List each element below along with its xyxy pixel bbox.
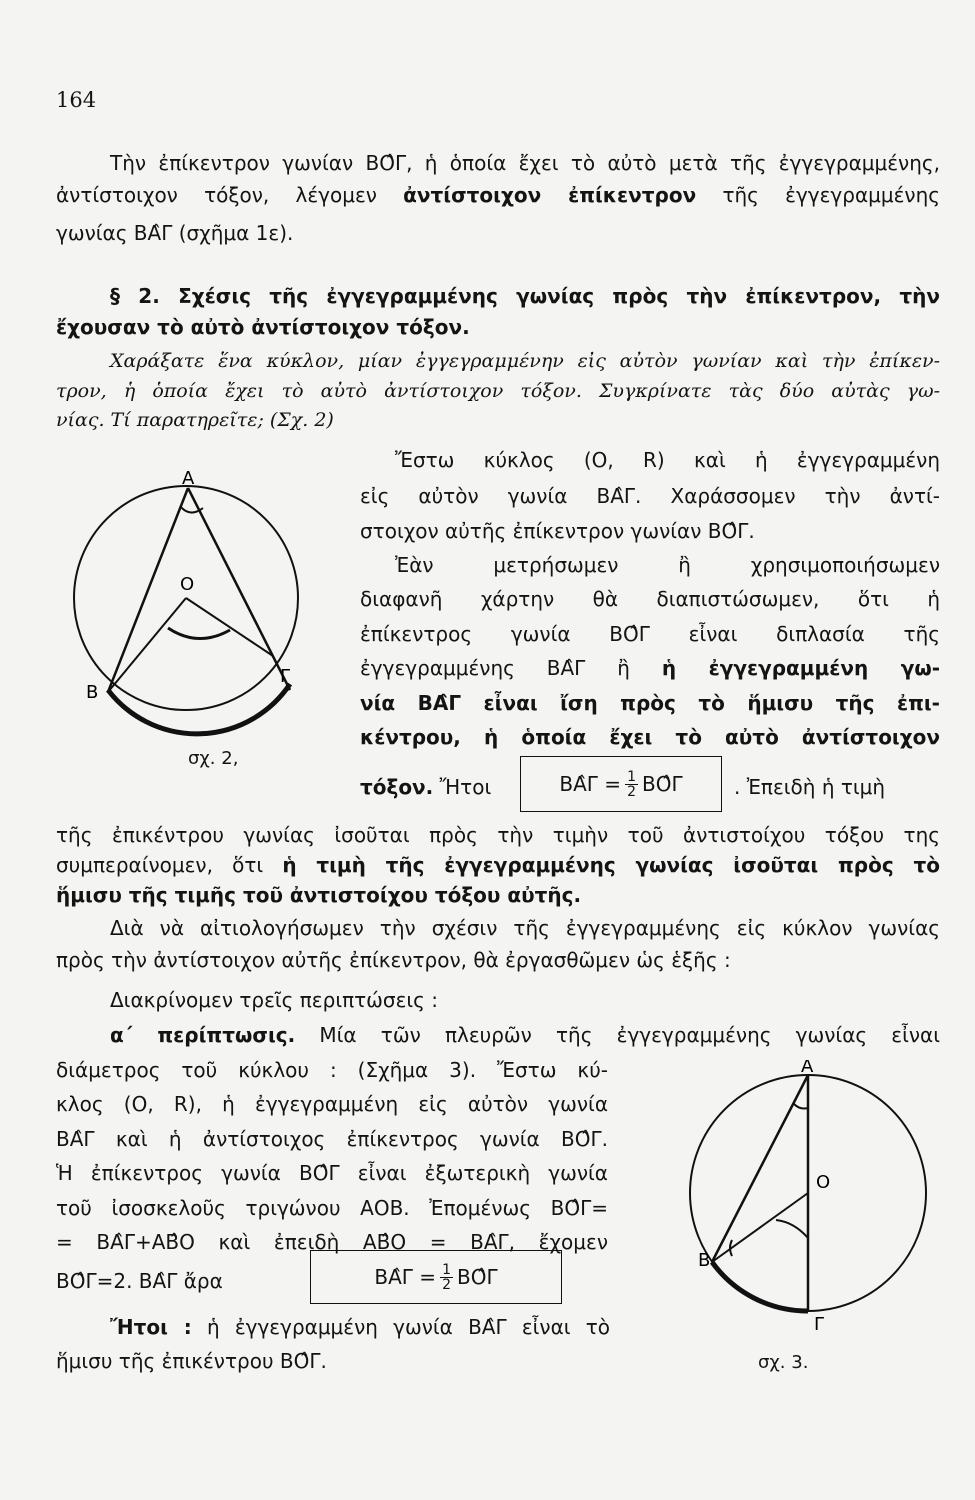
exercise-line3: νίας. Τί παρατηρεῖτε; (Σχ. 2) [56, 409, 334, 431]
p5-line: Διακρίνομεν τρεῖς περιπτώσεις : [110, 988, 438, 1012]
case-a-line5: Ἡ ἐπίκεντρος γωνία ΒΟ̂Γ εἶναι ἐξωτερικὴ γωνία [56, 1161, 608, 1185]
section-heading-line2: ἔχουσαν τὸ αὐτὸ ἀντίστοιχον τόξον. [56, 315, 470, 339]
p2-line8: νία ΒΑ̂Γ εἶναι ἴση πρὸς τὸ ἥμισυ τῆς ἐπι- [360, 691, 940, 715]
fig2-label-a: Α [182, 468, 195, 489]
fig3-label-a: Α [801, 1060, 814, 1077]
fig2-angle-o [168, 628, 230, 639]
fig2-caption: σχ. 2, [188, 748, 239, 769]
conclusion-line2: ἥμισυ τῆς ἐπικέντρου ΒΟ̂Γ. [56, 1349, 327, 1373]
conclusion-line1: Ἤτοι : ἡ ἐγγεγραμμένη γωνία ΒΑ̂Γ εἶναι τὸ [110, 1315, 611, 1339]
fig2-label-b: Β [86, 682, 99, 703]
case-a-line4: ΒΑ̂Γ καὶ ἡ ἀντίστοιχος ἐπίκεντρος γωνία ΒΟ̂Γ. [56, 1127, 608, 1151]
p2-line5: διαφανῆ χάρτην θὰ διαπιστώσωμεν, ὅτι ἡ [360, 587, 940, 611]
case-a-line3: κλος (Ο, R), ἡ ἐγγεγραμμένη εἰς αὐτὸν γωνία [56, 1092, 608, 1116]
fig3-caption: σχ. 3. [758, 1352, 809, 1373]
fig3-radius-ob [712, 1193, 808, 1262]
fig2-radius-og [186, 598, 273, 656]
fig2-label-o: Ο [180, 574, 195, 595]
exercise-line2: τρον, ἡ ὁποία ἔχει τὸ αὐτὸ ἀντίστοιχον τόξον. Συγκρίνατε τὰς δύο αὐτὰς γω- [56, 380, 940, 402]
fig3-label-o: Ο [816, 1172, 831, 1193]
fig3-angle-o [776, 1220, 808, 1238]
p4-line1: Διὰ νὰ αἰτιολογήσωμεν τὴν σχέσιν τῆς ἐγγεγραμμένης εἰς κύκλον γωνίας [110, 916, 940, 940]
p3-line3: ἥμισυ τῆς τιμῆς τοῦ ἀντιστοίχου τόξου αὐτῆς. [56, 883, 582, 907]
p2-line9: κέντρου, ἡ ὁποία ἔχει τὸ αὐτὸ ἀντίστοιχον [360, 725, 940, 749]
fig3-label-b: Β [698, 1250, 711, 1271]
p4-line2: πρὸς τὴν ἀντίστοιχον αὐτῆς ἐπίκεντρον, θὰ ἐργασθῶμεν ὡς ἑξῆς : [56, 948, 731, 972]
fig3-side-ab [712, 1075, 808, 1262]
p2-line7: ἐγγεγραμμένης ΒΑ̂Γ ἢ ἡ ἐγγεγραμμένη γω- [360, 656, 941, 680]
p3-line2: συμπεραίνομεν, ὅτι ἡ τιμὴ τῆς ἐγγεγραμμένης γωνίας ἰσοῦται πρὸς τὸ [56, 853, 940, 877]
formula-box-1: ΒΑ̂Γ = $\frac{1}{2}$ ΒΟ̂Γ [520, 756, 722, 812]
fig3-label-g: Γ [814, 1314, 825, 1335]
fig2-side-ag [188, 488, 290, 690]
case-a-line7: = ΒΑ̂Γ+ΑΒ̂Ο καὶ ἐπειδὴ ΑΒ̂Ο = ΒΑ̂Γ, ἔχομεν [56, 1230, 608, 1254]
figure-2 [68, 460, 308, 760]
p2-line10: τόξον. Ἤτοι [360, 775, 492, 799]
fig2-label-g: Γ [280, 666, 291, 687]
section-heading-line1: § 2. Σχέσις τῆς ἐγγεγραμμένης γωνίας πρὸς τὴν ἐπίκεντρον, τὴν [110, 284, 940, 308]
p2-line4: Ἐὰν μετρήσωμεν ἢ χρησιμοποιήσωμεν [395, 553, 940, 577]
p2-line6: ἐπίκεντρος γωνία ΒΟ̂Γ εἶναι διπλασία τῆς [360, 622, 940, 646]
exercise-line1: Χαράξατε ἕνα κύκλον, μίαν ἐγγεγραμμένην εἰς αὐτὸν γωνίαν καὶ τὴν ἐπίκεν- [110, 350, 940, 372]
p1-line2: ἀντίστοιχον τόξον, λέγομεν ἀντίστοιχον ἐπίκεντρον τῆς ἐγγεγραμμένης [56, 183, 940, 207]
fig2-radius-ob [108, 598, 186, 692]
fig3-angle-a [794, 1104, 808, 1109]
formula-box-2: ΒΑ̂Γ = $\frac{1}{2}$ ΒΟ̂Γ [310, 1250, 562, 1304]
p2-line2: εἰς αὐτὸν γωνία ΒΑ̂Γ. Χαράσσομεν τὴν ἀντί- [360, 484, 940, 508]
p3-line1: τῆς ἐπικέντρου γωνίας ἰσοῦται πρὸς τὴν τιμὴν τοῦ ἀντιστοίχου τόξου της [56, 823, 940, 847]
fig2-side-ab [108, 488, 188, 692]
case-a-line8: ΒΟ̂Γ=2. ΒΑ̂Γ ἄρα [56, 1269, 223, 1293]
p1-line1: Τὴν ἐπίκεντρον γωνίαν ΒΟ̂Γ, ἡ ὁποία ἔχει τὸ αὐτὸ μετὰ τῆς ἐγγεγραμμένης, [110, 151, 940, 175]
case-a-line6: τοῦ ἰσοσκελοῦς τριγώνου ΑΟΒ. Ἐπομένως ΒΟ̂Γ= [56, 1196, 608, 1220]
page-number: 164 [56, 88, 97, 112]
p1-line3: γωνίας ΒΑ̂Γ (σχῆμα 1ε). [56, 221, 294, 245]
case-a-line1: α΄ περίπτωσις. Μία τῶν πλευρῶν τῆς ἐγγεγραμμένης γωνίας εἶναι [110, 1023, 940, 1047]
case-a-line2: διάμετρος τοῦ κύκλου : (Σχῆμα 3). Ἔστω κύ- [56, 1058, 608, 1082]
p2-line3: στοιχον αὐτῆς ἐπίκεντρον γωνίαν ΒΟ̂Γ. [360, 519, 755, 543]
figure-3 [668, 1060, 948, 1340]
p2-line10-tail: . Ἐπειδὴ ἡ τιμὴ [734, 775, 886, 799]
fig3-arc [712, 1262, 808, 1311]
p2-line1: Ἔστω κύκλος (Ο, R) καὶ ἡ ἐγγεγραμμένη [395, 448, 940, 472]
